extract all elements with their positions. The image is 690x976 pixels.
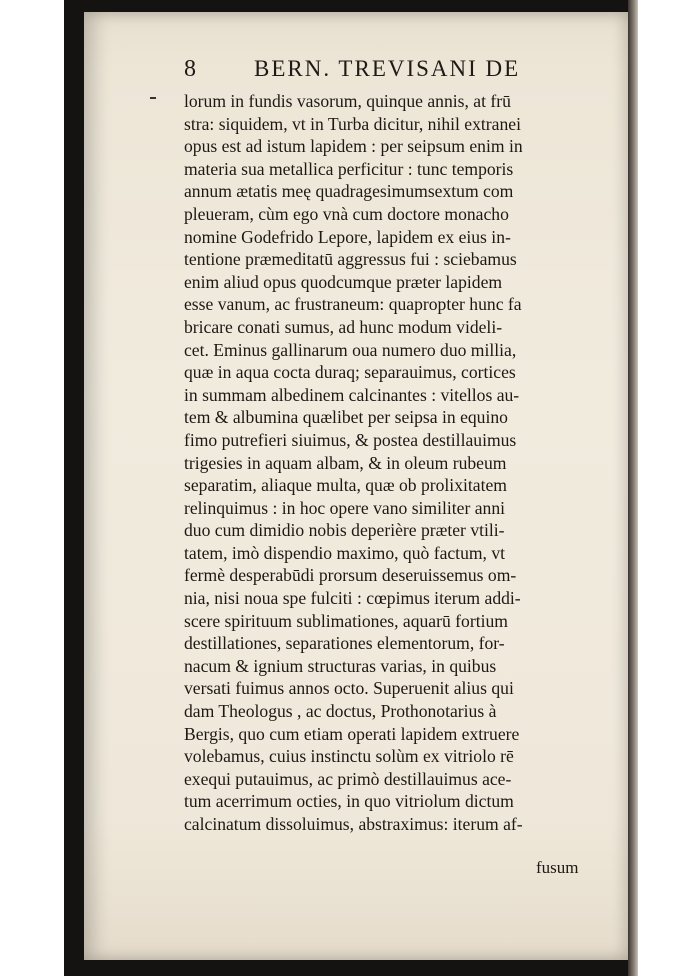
text-line: scere spirituum sublimationes, aquarū fortium (184, 610, 508, 631)
text-line: fermè desperabūdi prorsum deseruissemus om- (184, 565, 517, 586)
text-line: esse vanum, ac frustraneum: quapropter hunc fa (184, 294, 522, 315)
book-edge (628, 0, 638, 976)
text-line: lorum in fundis vasorum, quinque annis, at frū (184, 91, 511, 111)
text-line: trigesies in aquam albam, & in oleum rubeum (184, 452, 507, 473)
text-line: fimo putrefieri siuimus, & postea destillauimus (184, 429, 517, 450)
text-line: bricare conati sumus, ad hunc modum videli- (184, 316, 503, 337)
text-line: tentione præmeditatū aggressus fui : sciebamus (184, 249, 517, 270)
text-line: relinquimus : in hoc opere vano similiter anni (184, 497, 506, 518)
text-line: tatem, imò dispendio maximo, quò factum, vt (184, 542, 506, 563)
text-line: Bergis, quo cum etiam operati lapidem extruere (184, 723, 520, 744)
text-line: nacum & ignium structuras varias, in quibus (184, 655, 497, 676)
margin-mark (150, 97, 156, 99)
body-text (184, 90, 604, 836)
folio-number: 8 (184, 56, 198, 82)
text-line: dam Theologus , ac doctus, Prothonotarius à (184, 701, 497, 722)
text-line: enim aliud opus quodcumque præter lapidem (184, 271, 503, 292)
text-line: pleueram, cùm ego vnà cum doctore monacho (184, 203, 509, 224)
text-line: duo cum dimidio nobis deperière præter vtili- (184, 520, 505, 541)
text-line: cet. Eminus gallinarum oua numero duo millia, (184, 339, 517, 360)
text-line: stra: siquidem, vt in Turba dicitur, nihil extranei (184, 113, 521, 134)
text-line: separatim, aliaque multa, quæ ob prolixitatem (184, 475, 507, 496)
text-line: materia sua metallica perficitur : tunc temporis (184, 158, 514, 179)
text-line: opus est ad istum lapidem : per seipsum enim in (184, 136, 523, 157)
text-line: volebamus, cuius instinctu solùm ex vitriolo rē (184, 746, 514, 767)
text-line: exequi putauimus, ac primò destillauimus ace- (184, 768, 512, 789)
text-line: calcinatum dissoluimus, abstraximus: iterum af- (184, 814, 523, 834)
text-line: nomine Godefrido Lepore, lapidem ex eius in- (184, 226, 511, 247)
text-line: in summam albedinem calcinantes : vitellos au- (184, 384, 520, 405)
text-line: tem & albumina quælibet per seipsa in equino (184, 407, 508, 428)
text-line: annum ætatis meę quadragesimumsextum com (184, 181, 514, 202)
text-line: tum acerrimum octies, in quo vitriolum dictum (184, 791, 514, 812)
running-title: BERN. TREVISANI DE (254, 56, 521, 81)
text-line: destillationes, separationes elementorum, for- (184, 633, 505, 654)
text-line: quæ in aqua cocta duraq; separauimus, cortices (184, 362, 516, 383)
page-header (184, 56, 574, 86)
text-line: nia, nisi noua spe fulciti : cœpimus iterum addi- (184, 588, 521, 609)
catchword: fusum (536, 858, 579, 877)
text-line: versati fuimus annos octo. Superuenit alius qui (184, 678, 514, 699)
